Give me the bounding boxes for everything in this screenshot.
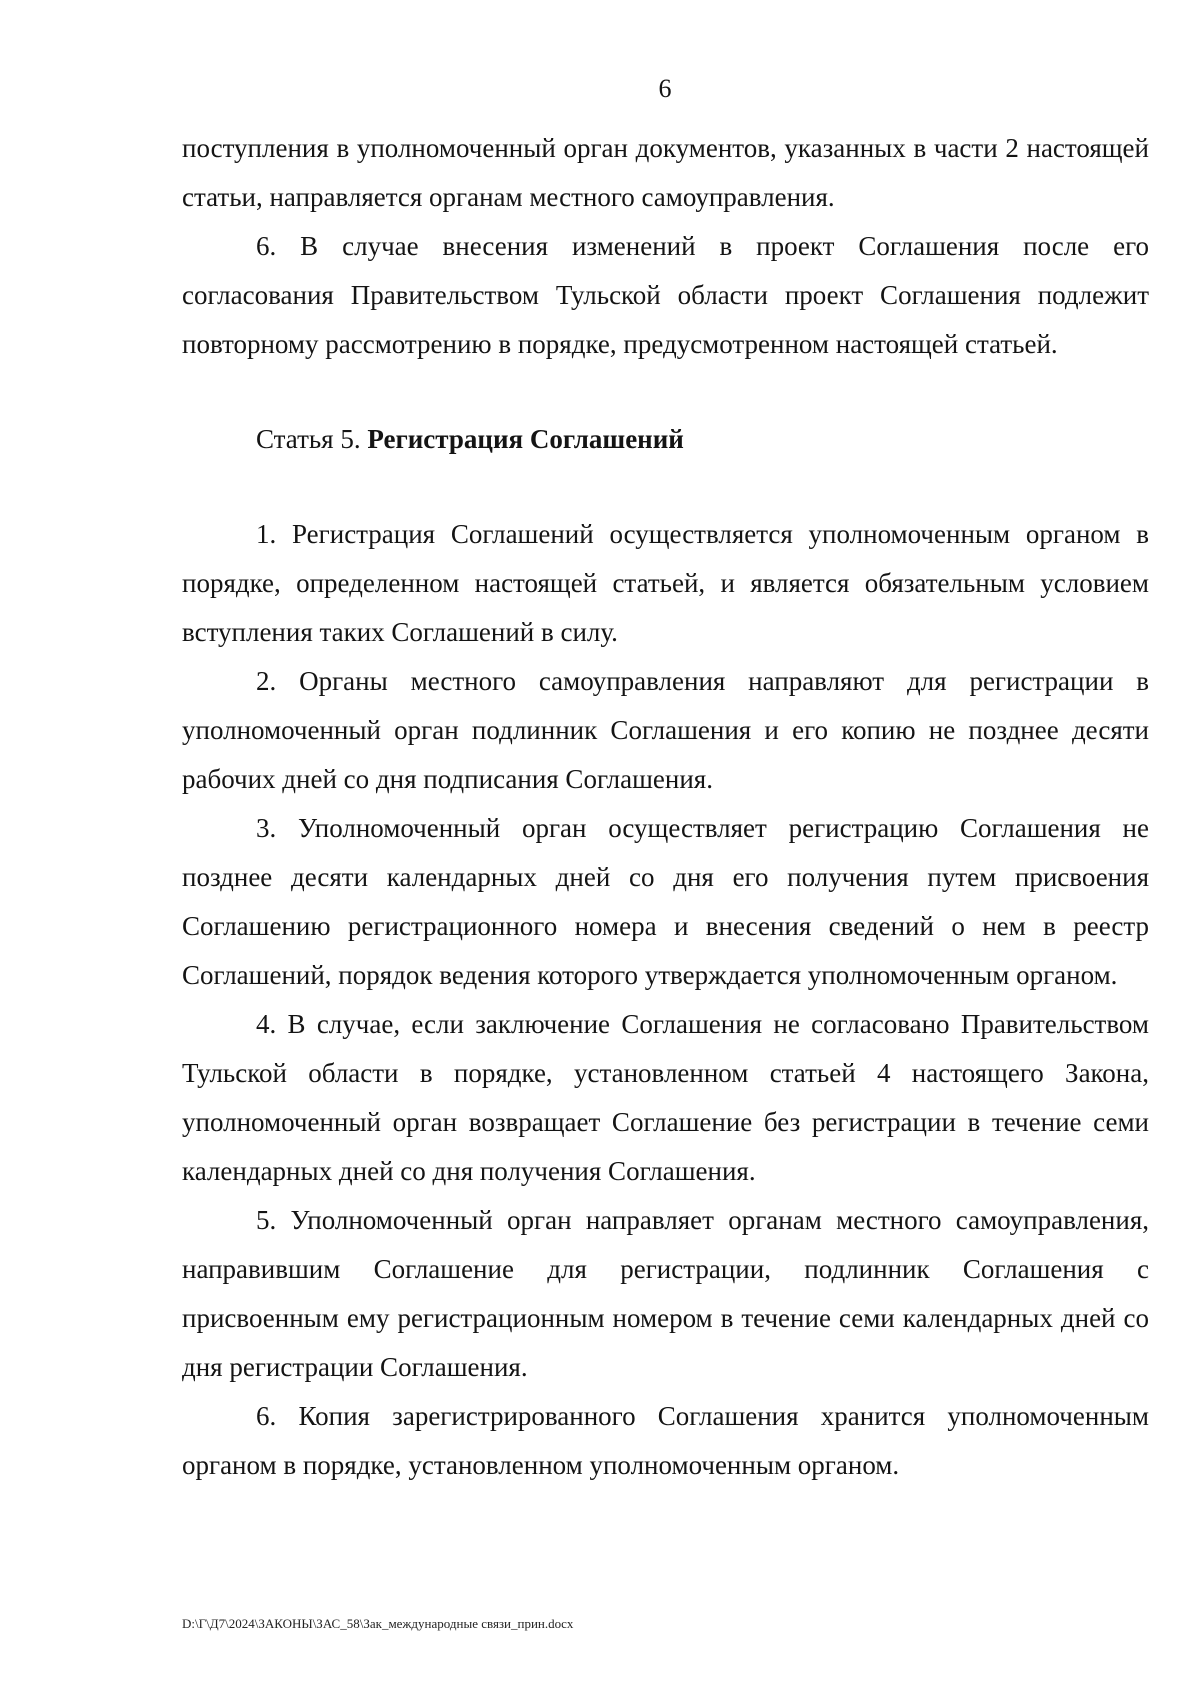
article-prefix: Статья 5.: [256, 424, 361, 454]
article-title: Регистрация Соглашений: [367, 424, 684, 454]
paragraph-item-6: 6. В случае внесения изменений в проект Соглашения после его согласования Правительством Тульской области проект Соглашения подлежит повторному рассмотрению в порядке, предусмотренном настоящей статьей.: [182, 231, 1149, 359]
paragraph-item-2: 2. Органы местного самоуправления направляют для регистрации в уполномоченный орган подлинник Соглашения и его копию не позднее десяти рабочих дней со дня подписания Соглашения.: [182, 666, 1149, 794]
article-heading: [182, 415, 1149, 464]
paragraph-item-3: 3. Уполномоченный орган осуществляет регистрацию Соглашения не позднее десяти календарных дней со дня его получения путем присвоения Соглашению регистрационного номера и внесения сведений о нем в реестр Соглашений, порядок ведения которого утверждается уполномоченным органом.: [182, 813, 1149, 990]
paragraph-continuation: поступления в уполномоченный орган документов, указанных в части 2 настоящей статьи, направляется органам местного самоуправления.: [182, 133, 1149, 212]
document-body: [182, 124, 1149, 1490]
footer-file-path: D:\Г\Д7\2024\ЗАКОНЫ\ЗАС_58\Зак_международные связи_прин.docx: [182, 1616, 574, 1631]
paragraph-item-4: 4. В случае, если заключение Соглашения не согласовано Правительством Тульской области в порядке, установленном статьей 4 настоящего Закона, уполномоченный орган возвращает Соглашение без регистрации в течение семи календарных дней со дня получения Соглашения.: [182, 1009, 1149, 1186]
paragraph-item-1: 1. Регистрация Соглашений осуществляется уполномоченным органом в порядке, определенном настоящей статьей, и является обязательным условием вступления таких Соглашений в силу.: [182, 519, 1149, 647]
paragraph-item-5: 5. Уполномоченный орган направляет органам местного самоуправления, направившим Соглашение для регистрации, подлинник Соглашения с присвоенным ему регистрационным номером в течение семи календарных дней со дня регистрации Соглашения.: [182, 1205, 1149, 1382]
paragraph-item-6-copy: 6. Копия зарегистрированного Соглашения хранится уполномоченным органом в порядке, установленном уполномоченным органом.: [182, 1401, 1149, 1480]
page-number: 6: [658, 74, 672, 103]
